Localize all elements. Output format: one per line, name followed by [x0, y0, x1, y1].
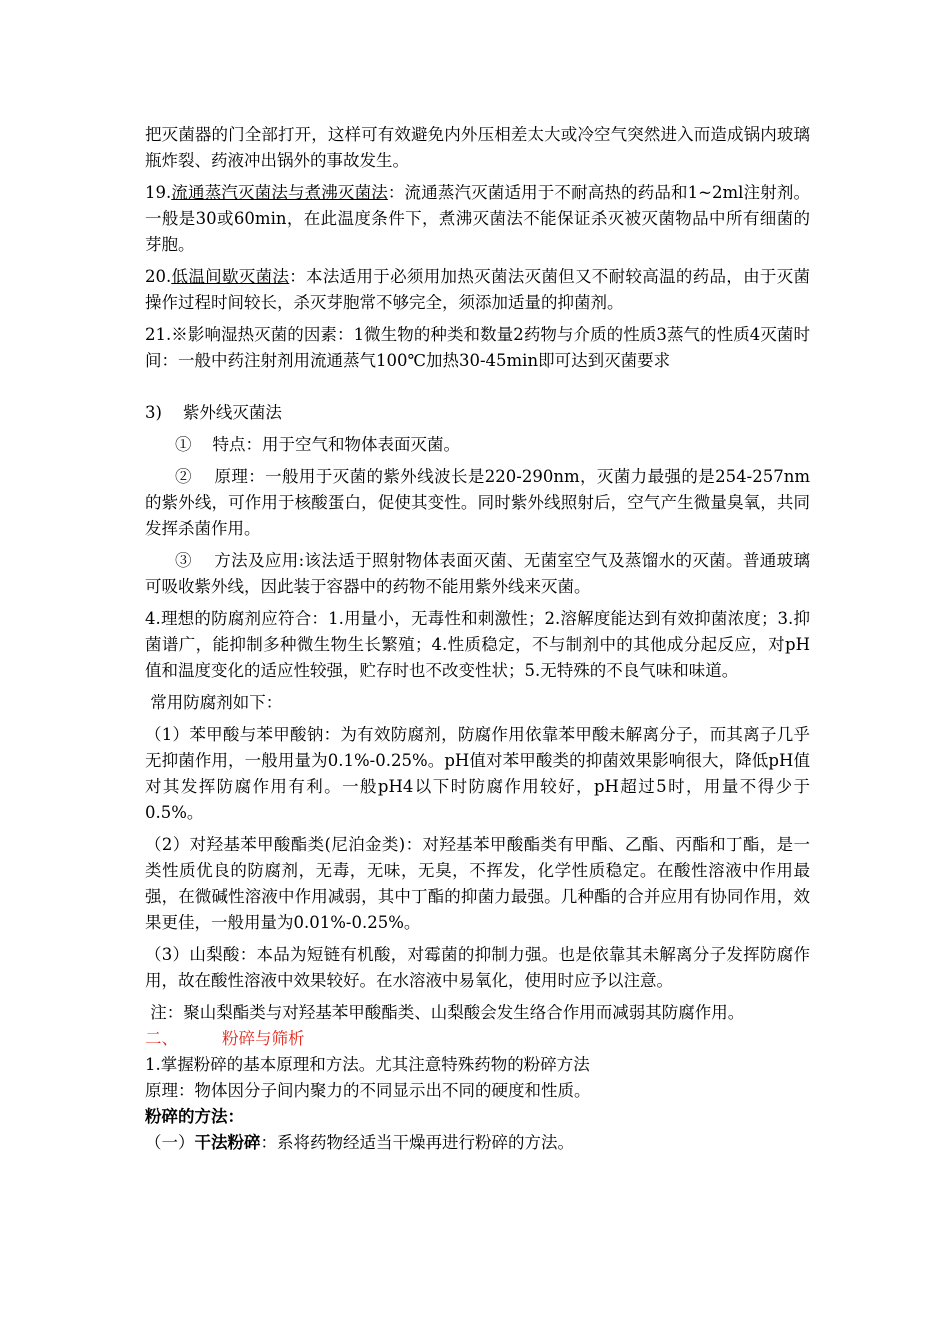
paragraph-intro: 把灭菌器的门全部打开，这样可有效避免内外压相差太大或冷空气突然进入而造成锅内玻璃瓶炸裂、药液冲出锅外的事故发生。 — [145, 125, 810, 170]
section-number: 二、 — [145, 1029, 178, 1048]
paragraph-21: 21.※影响湿热灭菌的因素：1微生物的种类和数量2药物与介质的性质3蒸气的性质4灭菌时间：一般中药注射剂用流通蒸气100℃加热30-45min即可达到灭菌要求 — [145, 325, 810, 370]
item-number: 20. — [145, 267, 172, 286]
methods-heading-text: 粉碎的方法： — [145, 1107, 244, 1126]
document-page — [145, 122, 810, 1156]
section-point-1: 1.掌握粉碎的基本原理和方法。尤其注意特殊药物的粉碎方法 — [145, 1055, 590, 1074]
dry-prefix: （一） — [145, 1133, 195, 1152]
section-heading — [145, 1026, 810, 1052]
dry-text: ：系将药物经适当干燥再进行粉碎的方法。 — [260, 1133, 574, 1152]
uv-heading: 3) 紫外线灭菌法 — [145, 403, 282, 422]
note-paragraph: 注：聚山梨酯类与对羟基苯甲酸酯类、山梨酸会发生络合作用而减弱其防腐作用。 — [145, 1003, 745, 1022]
preservative-1: （1）苯甲酸与苯甲酸钠：为有效防腐剂，防腐作用依靠苯甲酸未解离分子，而其离子几乎无抑菌作用，一般用量为0.1%-0.25%。pH值对苯甲酸类的抑菌效果影响很大，降低pH值对其发挥防腐作用有利。一般pH4以下时防腐作用较好，pH超过5时，用量不得少于0.5%。 — [145, 725, 810, 822]
term-underlined: 低温间歇灭菌法 — [171, 267, 290, 286]
principle-line: 原理：物体因分子间内聚力的不同显示出不同的硬度和性质。 — [145, 1081, 591, 1100]
paragraph-20 — [145, 264, 810, 316]
methods-heading — [145, 1104, 810, 1130]
common-preservatives-heading: 常用防腐剂如下： — [145, 693, 283, 712]
uv-item-3: ③ 方法及应用:该法适于照射物体表面灭菌、无菌室空气及蒸馏水的灭菌。普通玻璃可吸收紫外线，因此装于容器中的药物不能用紫外线来灭菌。 — [145, 551, 810, 596]
term-underlined: 流通蒸汽灭菌法与煮沸灭菌法 — [171, 183, 388, 202]
preservative-3: （3）山梨酸：本品为短链有机酸，对霉菌的抑制力强。也是依靠其未解离分子发挥防腐作用，故在酸性溶液中效果较好。在水溶液中易氧化，使用时应予以注意。 — [145, 945, 810, 990]
uv-item-2: ② 原理：一般用于灭菌的紫外线波长是220-290nm，灭菌力最强的是254-257nm的紫外线，可作用于核酸蛋白，促使其变性。同时紫外线照射后，空气产生微量臭氧，共同发挥杀菌作用。 — [145, 467, 810, 538]
item-number: 19. — [145, 183, 172, 202]
preservative-2: （2）对羟基苯甲酸酯类(尼泊金类)：对羟基苯甲酸酯类有甲酯、乙酯、丙酯和丁酯，是一类性质优良的防腐剂，无毒，无味，无臭，不挥发，化学性质稳定。在酸性溶液中作用最强，在微碱性溶液中作用减弱，其中丁酯的抑菌力最强。几种酯的合并应用有协同作用，效果更佳，一般用量为0.01%-0.25%。 — [145, 835, 810, 932]
paragraph-19 — [145, 180, 810, 258]
paragraph-4: 4.理想的防腐剂应符合：1.用量小，无毒性和刺激性；2.溶解度能达到有效抑菌浓度；3.抑菌谱广，能抑制多种微生物生长繁殖；4.性质稳定，不与制剂中的其他成分起反应，对pH值和温度变化的适应性较强，贮存时也不改变性状；5.无特殊的不良气味和味道。 — [145, 609, 810, 680]
uv-item-1: ① 特点：用于空气和物体表面灭菌。 — [175, 435, 460, 454]
dry-method-line — [145, 1130, 810, 1156]
dry-term: 干法粉碎 — [194, 1133, 261, 1152]
item-text: ：流通蒸汽灭菌适用于不耐高热的药品和1~2ml注射剂。一般是30或60min，在此温度条件下，煮沸灭菌法不能保证杀灭被灭菌物品中所有细菌的芽胞。 — [145, 183, 810, 254]
item-text: ：本法适用于必须用加热灭菌法灭菌但又不耐较高温的药品，由于灭菌操作过程时间较长，杀灭芽胞常不够完全，须添加适量的抑菌剂。 — [145, 267, 811, 312]
section-title: 粉碎与筛析 — [222, 1029, 305, 1048]
